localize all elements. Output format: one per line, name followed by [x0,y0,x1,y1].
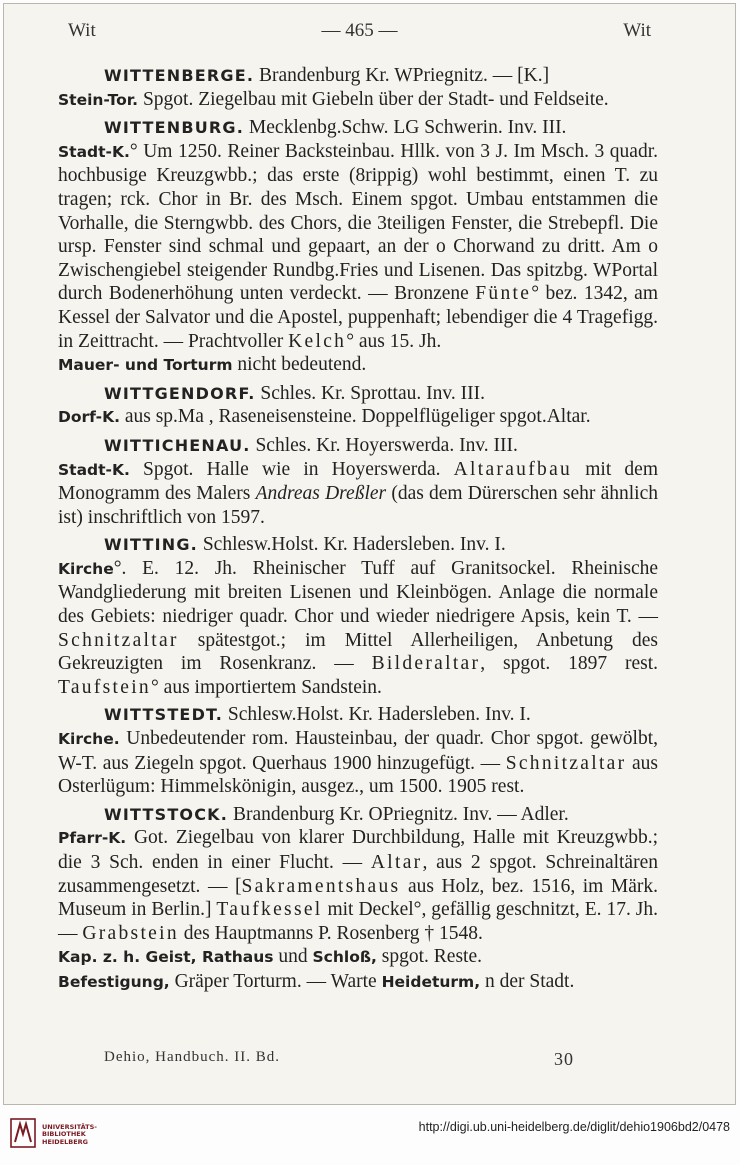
entry-label: Befestigung, [58,972,170,991]
entry-label: Stein-Tor. [58,90,139,109]
library-seal-icon [10,1118,36,1152]
page-footer [104,1049,574,1070]
place-name: WITTICHENAU. [104,435,251,455]
entry-wittstock: WITTSTOCK. Brandenburg Kr. OPriegnitz. Inv. — Adler. Pfarr-K. Got. Ziegelbau von klarer Durchbildung, Halle mit Kreuzgwbb.; die 3 Sch. enden in einer Flucht. — Altar, aus 2 spgot. Schreinaltären zusammengesetzt. — [Sakramentshaus aus Holz, bez. 1516, im Märk. Museum in Berlin.] Taufkessel mit Deckel°, gefällig geschnitzt, E. 17. Jh. — Grabstein des Hauptmanns P. Rosenberg † 1548. Kap. z. h. Geist, Rathaus und Schloß, spgot. Reste. Befestigung, Gräper Torturm. — Warte Heideturm, n der Stadt. [58,803,658,992]
place-name: WITTSTOCK. [104,804,229,824]
entry-label: Schloß, [312,948,377,967]
header-left: Wit [68,20,96,41]
entry-wittenburg: WITTENBURG. Mecklenbg.Schw. LG Schwerin. Inv. III. Stadt-K.° Um 1250. Reiner Backsteinbau. Hllk. von 3 J. Im Msch. 3 quadr. hochbusige Kreuzgwbb.; das erste (8rippig) wohl bestimmt, einen T. zu tragen; rck. Chor in Br. des Msch. Einem spgot. Umbau entstammen die Vorhalle, die Sterngwbb. des Chors, die 3teiligen Fenster, die Strebepfl. Die ursp. Fenster sind schmal und gepaart, an der o Chorwand zu dritt. Am o Zwischengiebel steigender Rundbg.Fries und Lisenen. Das spitzbg. WPortal durch Bodenerhöhung unten verdeckt. — Bronzene Fünte° bez. 1342, am Kessel der Salvator und die Apostel, puppenhaft; lebendiger die 4 Tragefigg. in Zeittracht. — Prachtvoller Kelch° aus 15. Jh. Mauer- und Torturm nicht bedeutend. [58,117,658,376]
place-name: WITTENBURG. [104,118,245,138]
entry-label: Pfarr-K. [58,829,127,848]
place-name: WITTENBERGE. [104,66,255,85]
entry-label: Kap. z. h. Geist, Rathaus [58,948,274,967]
footer-signature: Dehio, Handbuch. II. Bd. [104,1049,281,1065]
entry-witting: WITTING. Schlesw.Holst. Kr. Hadersleben. Inv. I. Kirche°. E. 12. Jh. Rheinischer Tuff auf Granitsockel. Rheinische Wandgliederung mit breiten Lisenen und Kleinbögen. Anlage die normale des Gebiets: niedriger quadr. Chor und wieder niedrigere Apsis, kein T. — Schnitzaltar spätestgot.; im Mittel Allerheiligen, Anbetung des Gekreuzigten im Rosenkranz. — Bilderaltar, spgot. 1897 rest. Taufstein° aus importiertem Sandstein. [58,534,658,698]
source-url-link[interactable]: http://digi.ub.uni-heidelberg.de/diglit/dehio1906bd2/0478 [418,1120,730,1134]
page-number: — 465 — [321,20,398,41]
page-body [58,64,658,995]
place-name: WITTING. [104,535,198,555]
entry-label: Stadt-K. [58,460,130,479]
entry-label: Stadt-K. [58,142,130,161]
entry-label: Dorf-K. [58,408,120,427]
entry-label: Mauer- und Torturm [58,356,233,375]
entry-label: Kirche. [58,730,120,749]
sheet-number: 30 [554,1049,574,1069]
entry-wittgendorf: WITTGENDORF. Schles. Kr. Sprottau. Inv. III. Dorf-K. aus sp.Ma , Raseneisensteine. Doppelflügeliger spgot.Altar. [58,382,591,428]
place-name: WITTGENDORF. [104,383,256,403]
scanned-page [3,3,736,1105]
artist-name: Andreas Dreßler [255,483,387,505]
running-header [68,20,651,42]
header-right: Wit [623,20,651,41]
entry-label: Kirche [58,559,114,578]
entry-wittichenau: WITTICHENAU. Schles. Kr. Hoyerswerda. Inv. III. Stadt-K. Spgot. Halle wie in Hoyerswerda. Altaraufbau mit dem Monogramm des Malers Andreas Dreßler (das dem Dürerschen sehr ähnlich ist) inschriftlich von 1597. [58,434,658,528]
library-logo[interactable]: UNIVERSITÄTS- BIBLIOTHEK HEIDELBERG [10,1118,97,1152]
entry-label: Heideturm, [381,972,481,991]
place-name: WITTSTEDT. [104,705,224,725]
entry-wittenberge: WITTENBERGE. Brandenburg Kr. WPriegnitz. — [K.] Stein-Tor. Spgot. Ziegelbau mit Giebeln über der Stadt- und Feldseite. [58,65,609,110]
entry-wittstedt: WITTSTEDT. Schlesw.Holst. Kr. Hadersleben. Inv. I. Kirche. Unbedeutender rom. Hausteinbau, der quadr. Chor spgot. gewölbt, W-T. aus Ziegeln spgot. Querhaus 1900 hinzugefügt. — Schnitzaltar aus Osterlügum: Himmelskönigin, ausgez., um 1500. 1905 rest. [58,704,658,798]
